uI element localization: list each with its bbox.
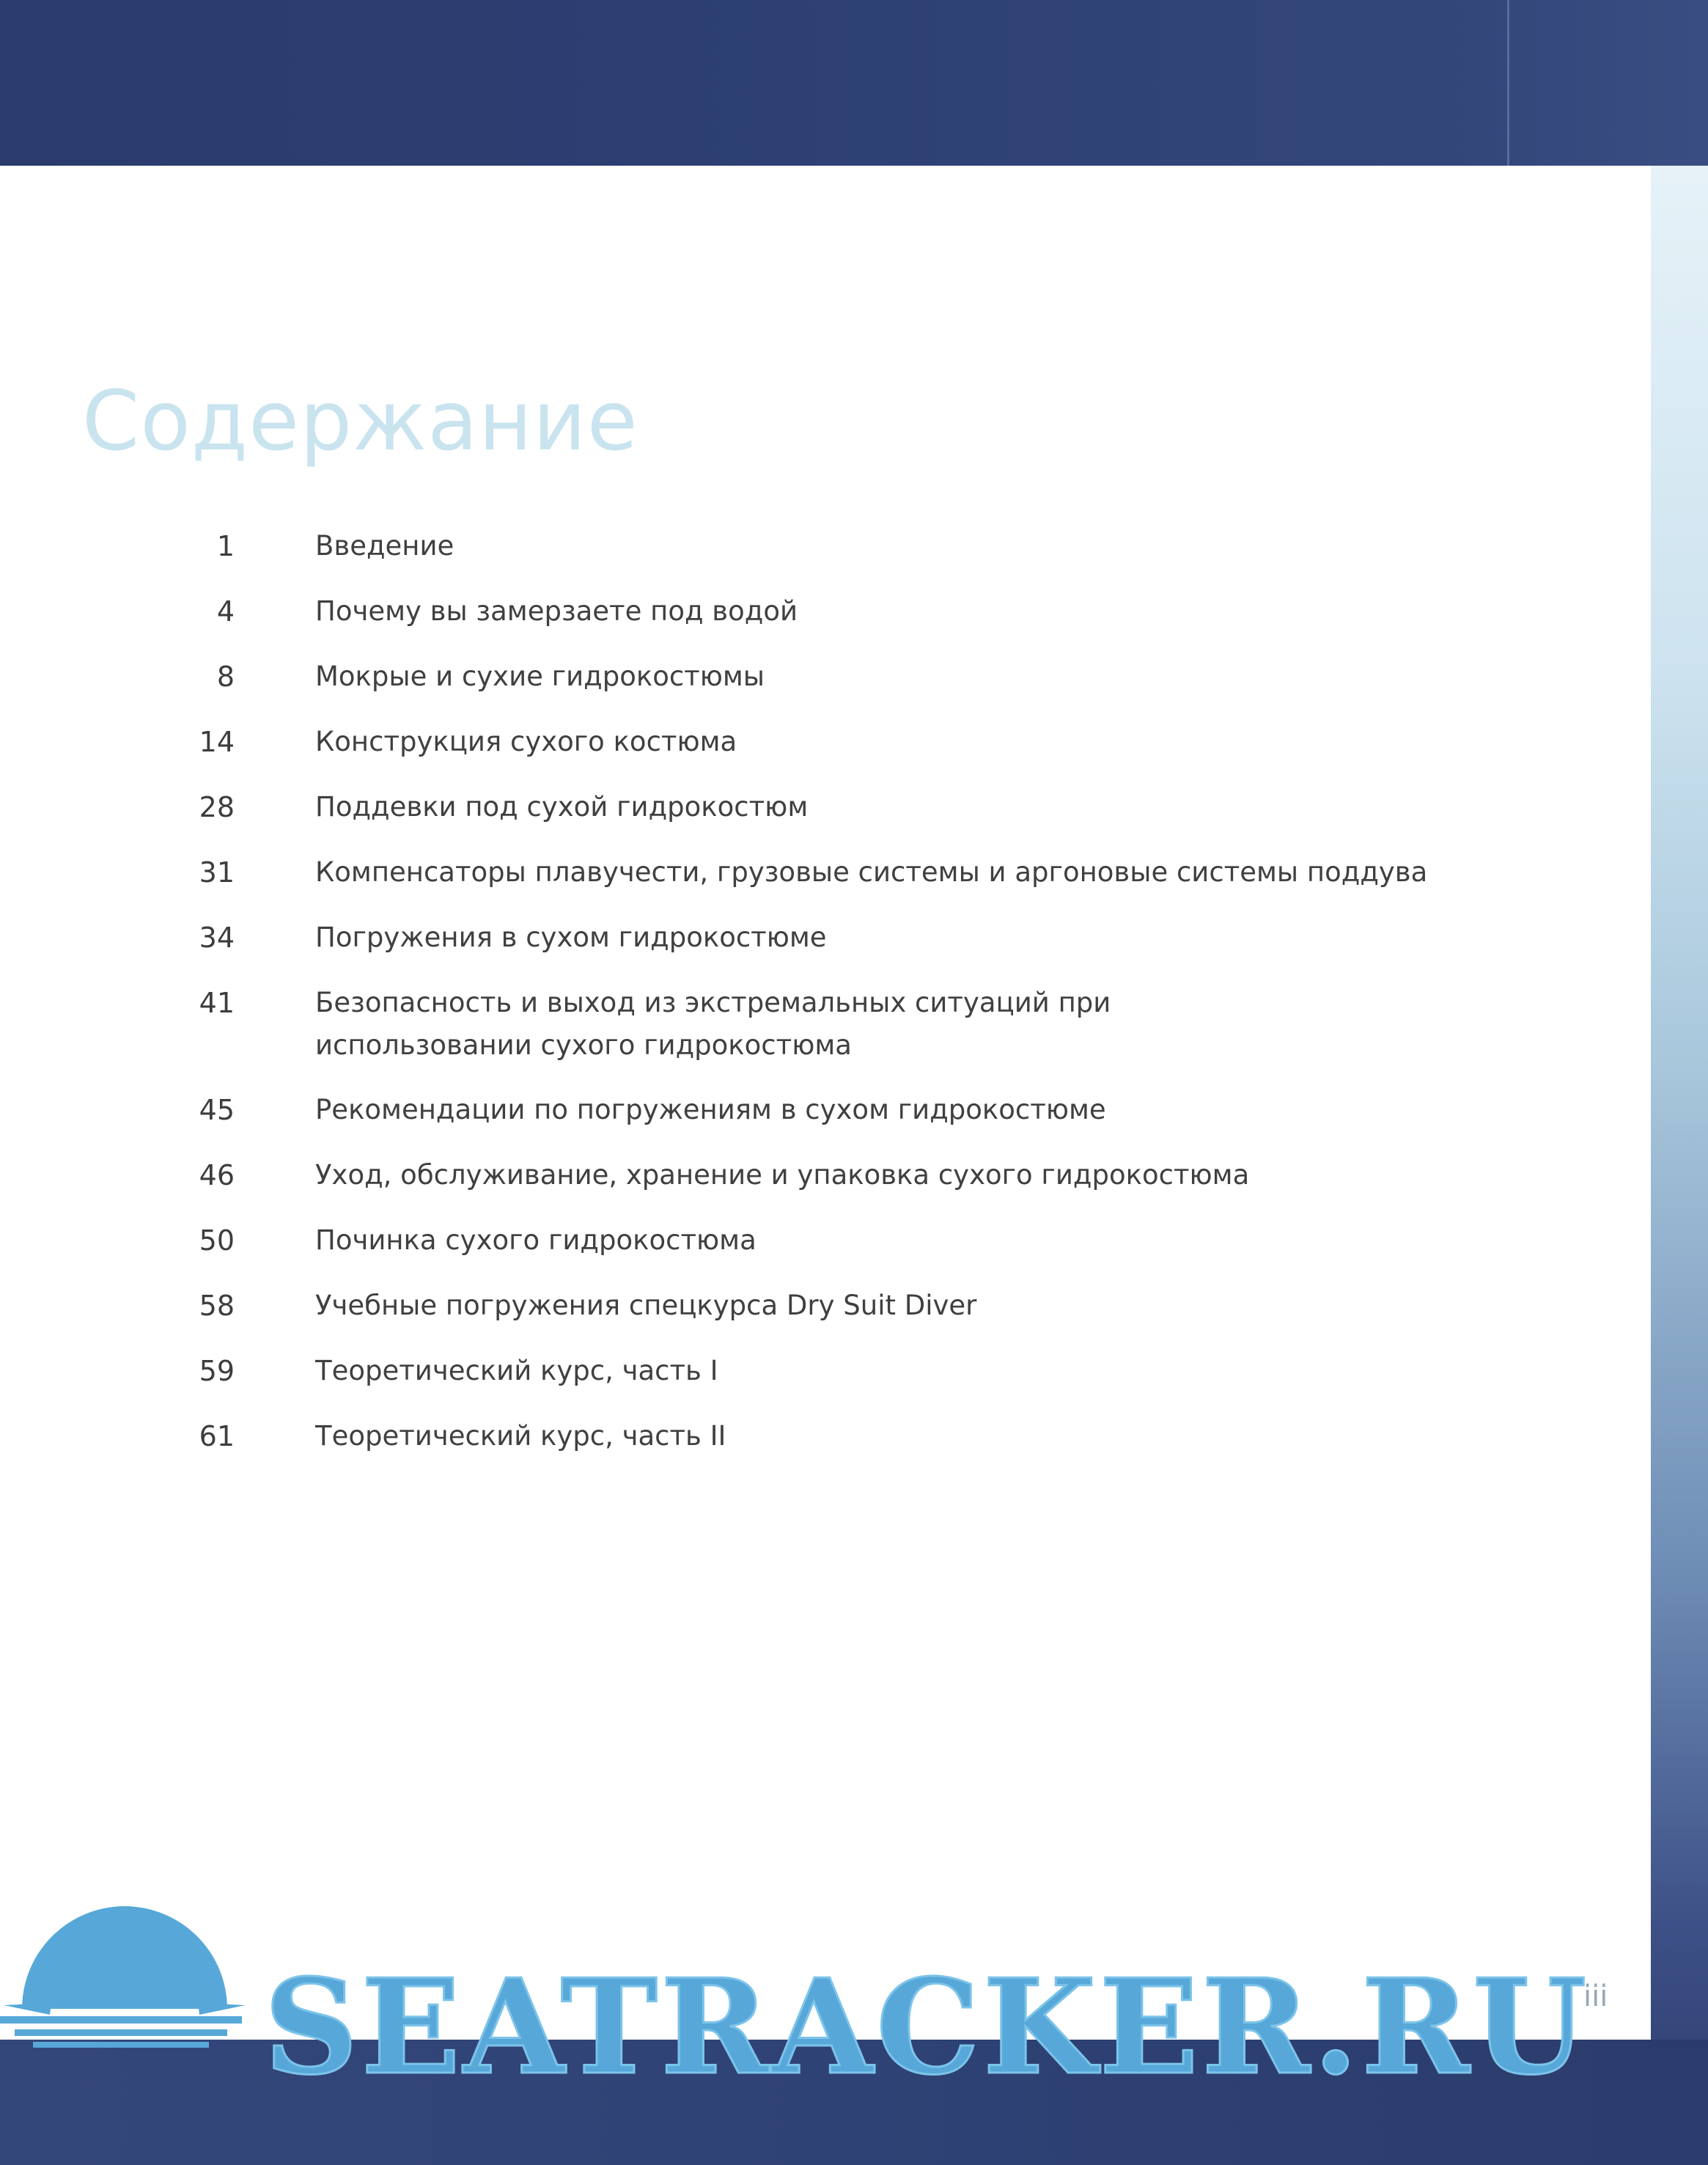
- toc-entry-title: Компенсаторы плавучести, грузовые системы и аргоновые системы поддува: [315, 856, 1428, 888]
- toc-entry-title: Рекомендации по погружениям в сухом гидрокостюме: [315, 1094, 1106, 1125]
- toc-entry-title: Введение: [315, 530, 454, 562]
- toc-page-number: 1: [216, 530, 235, 562]
- toc-page-number: 8: [216, 661, 235, 693]
- toc-entry-title: Конструкция сухого костюма: [315, 726, 737, 757]
- toc-page-number: 50: [199, 1224, 235, 1257]
- page-number: iii: [1583, 1980, 1608, 2013]
- toc-page-number: 4: [216, 595, 235, 628]
- toc-page-number: 14: [199, 726, 235, 758]
- toc-entry-title: Починка сухого гидрокостюма: [315, 1224, 757, 1256]
- toc-page-number: 58: [199, 1290, 235, 1322]
- toc-entry-title: Почему вы замерзаете под водой: [315, 595, 798, 627]
- toc-entry-title: Теоретический курс, часть I: [315, 1355, 718, 1386]
- toc-entry-title: Погружения в сухом гидрокостюме: [315, 922, 827, 953]
- toc-entry-title: Учебные погружения спецкурса Dry Suit Diver: [315, 1290, 977, 1321]
- toc-page-number: 61: [199, 1420, 235, 1452]
- toc-page-number: 31: [199, 856, 235, 889]
- toc-entry-title: Безопасность и выход из экстремальных ситуаций при использовании сухого гидрокостюма: [315, 987, 1111, 1061]
- toc-page-number: 34: [199, 922, 235, 954]
- toc-entry-title: Уход, обслуживание, хранение и упаковка сухого гидрокостюма: [315, 1159, 1250, 1191]
- toc-page-number: 45: [199, 1094, 235, 1126]
- sun-icon: [0, 1906, 246, 2048]
- page-title: Содержание: [82, 374, 638, 469]
- toc-entry-title: Теоретический курс, часть II: [315, 1420, 726, 1452]
- toc-page-number: 28: [199, 791, 235, 823]
- toc-page-number: 46: [199, 1159, 235, 1191]
- toc-entry-title: Поддевки под сухой гидрокостюм: [315, 791, 809, 823]
- toc-entry-title: Мокрые и сухие гидрокостюмы: [315, 661, 765, 692]
- toc-page-number: 41: [199, 987, 235, 1019]
- watermark-text: SEATRACKER.RU: [264, 1950, 1590, 2103]
- toc-page-number: 59: [199, 1355, 235, 1387]
